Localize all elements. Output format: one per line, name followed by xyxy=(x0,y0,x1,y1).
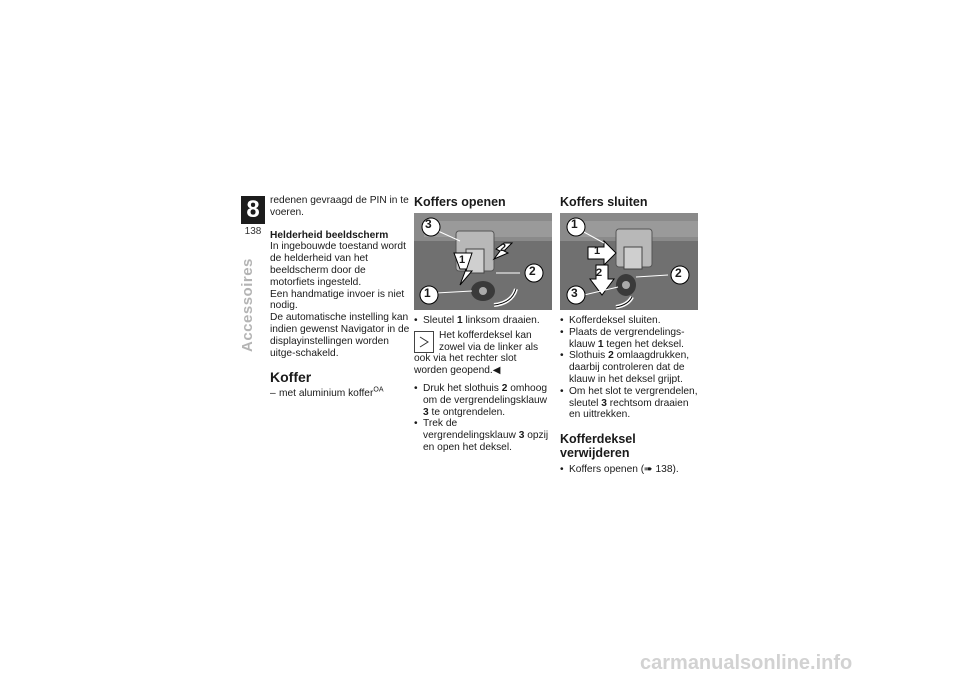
note-icon xyxy=(414,331,434,353)
photo-label-2-arrow: 2 xyxy=(596,267,603,279)
page-ref-arrow-icon[interactable]: ➠ xyxy=(644,464,653,476)
helderheid-text: In ingebouwde toestand wordt de helderheid van het beeldscherm door de motorfiets ingesteld. xyxy=(270,241,406,288)
list-item: • Slothuis 2 omlaagdrukken, daarbij controleren dat de klauw in het deksel grijpt. xyxy=(560,350,700,385)
helderheid-heading: Helderheid beeldscherm xyxy=(270,229,389,241)
column-3 xyxy=(560,195,700,476)
open-steps-1 xyxy=(414,315,552,327)
photo-label-1-arrow: 1 xyxy=(459,254,466,266)
close-steps xyxy=(560,315,700,421)
photo-label-1: 1 xyxy=(424,286,431,300)
optional-accessory-mark: OA xyxy=(373,386,384,394)
column-2 xyxy=(414,195,552,454)
remove-heading: Kofferdeksel verwijderen xyxy=(560,432,636,461)
remove-steps xyxy=(560,464,700,476)
open-steps-2 xyxy=(414,383,552,454)
watermark: carmanualsonline.info xyxy=(640,652,853,674)
photo-label-2-arrow: 2 xyxy=(500,242,507,254)
end-mark-icon: ◀ xyxy=(492,365,501,377)
list-item: • Druk het slothuis 2 omhoog om de vergrendelingsklauw 3 te ontgrendelen. xyxy=(414,383,552,418)
photo-label-1: 1 xyxy=(571,217,578,231)
photo-label-2: 2 xyxy=(529,264,536,278)
close-photo xyxy=(560,213,698,310)
intro-text: redenen gevraagd de PIN in te voeren. xyxy=(270,195,409,218)
chapter-number: 8 xyxy=(241,196,265,224)
list-item: • Om het slot te vergrendelen, sleutel 3 rechtsom draaien en uittrekken. xyxy=(560,386,700,421)
photo-label-2: 2 xyxy=(675,266,682,280)
list-item: • Kofferdeksel sluiten. xyxy=(560,315,700,327)
note-box xyxy=(414,330,552,377)
close-heading: Koffers sluiten xyxy=(560,195,648,209)
list-item: • Trek de vergrendelingsklauw 3 opzij en open het deksel. xyxy=(414,418,552,453)
list-item: • Plaats de vergrendelings-klauw 1 tegen het deksel. xyxy=(560,327,700,351)
open-heading: Koffers openen xyxy=(414,195,506,209)
auto-text: De automatische instelling kan indien gewenst Navigator in de displayinstellingen worden uitge-schakeld. xyxy=(270,312,410,359)
open-photo xyxy=(414,213,552,310)
photo-label-3: 3 xyxy=(571,286,578,300)
page-number: 138 xyxy=(244,226,262,237)
koffer-option: – met aluminium koffer$^{OA}$ xyxy=(270,388,410,400)
list-item: • Koffers openen (➠ 138). xyxy=(560,464,700,476)
note-text: Het kofferdeksel kan zowel via de linker als ook via het rechter slot worden geopend. xyxy=(414,329,539,377)
koffer-heading: Koffer xyxy=(270,369,312,386)
column-1 xyxy=(270,195,410,400)
handmatig-text: Een handmatige invoer is niet nodig. xyxy=(270,288,405,312)
chapter-side-title: Accessoires xyxy=(239,258,256,352)
list-item: • Sleutel 1 linksom draaien. xyxy=(414,315,552,327)
photo-label-3: 3 xyxy=(425,217,432,231)
photo-label-1-arrow: 1 xyxy=(594,245,601,257)
